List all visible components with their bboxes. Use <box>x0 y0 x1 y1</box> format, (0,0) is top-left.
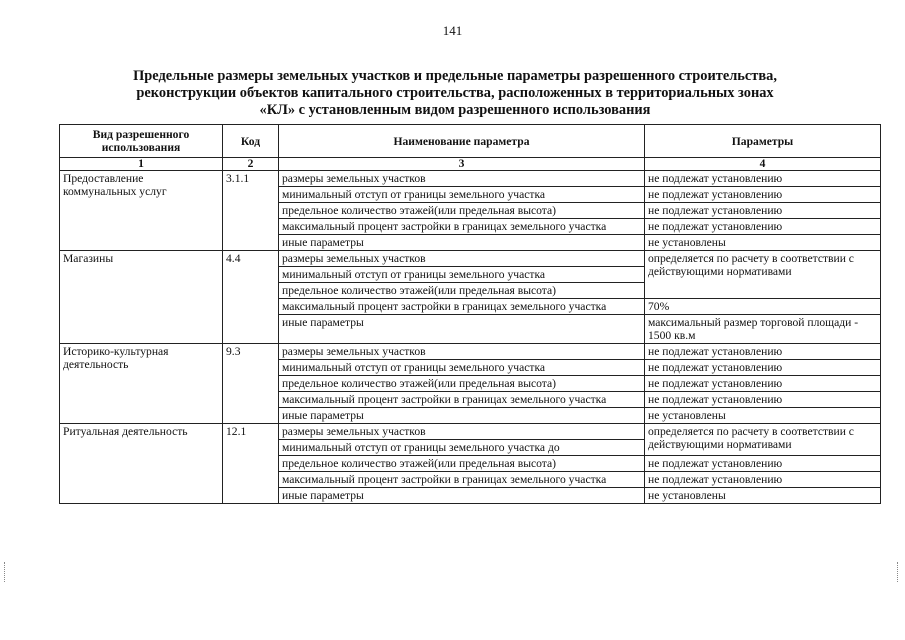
title-line: реконструкции объектов капитального строительства, расположенных в территориальных зонах <box>136 85 774 101</box>
use-type-cell: Ритуальная деятельность <box>60 424 223 504</box>
param-cell: иные параметры <box>279 315 645 344</box>
column-number: 3 <box>279 158 645 171</box>
document-title <box>95 68 815 119</box>
param-cell: минимальный отступ от границы земельного участка до <box>279 440 645 456</box>
table-header-row <box>60 125 881 158</box>
header-parameter-name: Наименование параметра <box>279 125 645 158</box>
value-cell: не установлены <box>645 408 881 424</box>
column-number: 4 <box>645 158 881 171</box>
column-number: 1 <box>60 158 223 171</box>
param-cell: предельное количество этажей(или предельная высота) <box>279 283 645 299</box>
param-cell: минимальный отступ от границы земельного участка <box>279 187 645 203</box>
value-cell: не установлены <box>645 235 881 251</box>
param-cell: размеры земельных участков <box>279 424 645 440</box>
use-type-cell: Историко-культурная деятельность <box>60 344 223 424</box>
value-cell: не подлежат установлению <box>645 376 881 392</box>
value-cell: не подлежат установлению <box>645 203 881 219</box>
code-cell: 12.1 <box>223 424 279 504</box>
param-cell: предельное количество этажей(или предельная высота) <box>279 203 645 219</box>
value-cell: не подлежат установлению <box>645 392 881 408</box>
param-cell: максимальный процент застройки в границах земельного участка <box>279 299 645 315</box>
page-number: 141 <box>442 23 463 38</box>
value-cell: максимальный размер торговой площади - 1500 кв.м <box>645 315 881 344</box>
scan-edge-mark <box>897 562 900 582</box>
column-number: 2 <box>223 158 279 171</box>
value-cell: определяется по расчету в соответствии с действующими нормативами <box>645 251 881 299</box>
value-cell: определяется по расчету в соответствии с действующими нормативами <box>645 424 881 456</box>
value-cell: не подлежат установлению <box>645 187 881 203</box>
header-use-type: Вид разрешенного использования <box>60 125 223 158</box>
param-cell: минимальный отступ от границы земельного участка <box>279 267 645 283</box>
param-cell: предельное количество этажей(или предельная высота) <box>279 456 645 472</box>
header-code: Код <box>223 125 279 158</box>
title-line: «КЛ» с установленным видом разрешенного использования <box>259 102 651 118</box>
param-cell: иные параметры <box>279 488 645 504</box>
code-cell: 4.4 <box>223 251 279 344</box>
param-cell: максимальный процент застройки в границах земельного участка <box>279 472 645 488</box>
param-cell: предельное количество этажей(или предельная высота) <box>279 376 645 392</box>
param-cell: иные параметры <box>279 235 645 251</box>
table-row <box>60 344 881 360</box>
value-cell: не подлежат установлению <box>645 472 881 488</box>
param-cell: размеры земельных участков <box>279 171 645 187</box>
table-row <box>60 251 881 267</box>
value-cell: не подлежат установлению <box>645 360 881 376</box>
value-cell: не установлены <box>645 488 881 504</box>
header-parameters: Параметры <box>645 125 881 158</box>
value-cell: не подлежат установлению <box>645 344 881 360</box>
code-cell: 3.1.1 <box>223 171 279 251</box>
title-line: Предельные размеры земельных участков и предельные параметры разрешенного строительства, <box>133 68 777 84</box>
param-cell: размеры земельных участков <box>279 251 645 267</box>
value-cell: не подлежат установлению <box>645 171 881 187</box>
param-cell: максимальный процент застройки в границах земельного участка <box>279 392 645 408</box>
column-number-row <box>60 158 881 171</box>
parameters-table <box>59 124 881 504</box>
table-row <box>60 171 881 187</box>
param-cell: размеры земельных участков <box>279 344 645 360</box>
value-cell: не подлежат установлению <box>645 456 881 472</box>
param-cell: минимальный отступ от границы земельного участка <box>279 360 645 376</box>
value-cell: 70% <box>645 299 881 315</box>
scan-edge-mark <box>4 562 7 582</box>
table-row <box>60 424 881 440</box>
code-cell: 9.3 <box>223 344 279 424</box>
param-cell: иные параметры <box>279 408 645 424</box>
param-cell: максимальный процент застройки в границах земельного участка <box>279 219 645 235</box>
value-cell: не подлежат установлению <box>645 219 881 235</box>
use-type-cell: Предоставление коммунальных услуг <box>60 171 223 251</box>
use-type-cell: Магазины <box>60 251 223 344</box>
